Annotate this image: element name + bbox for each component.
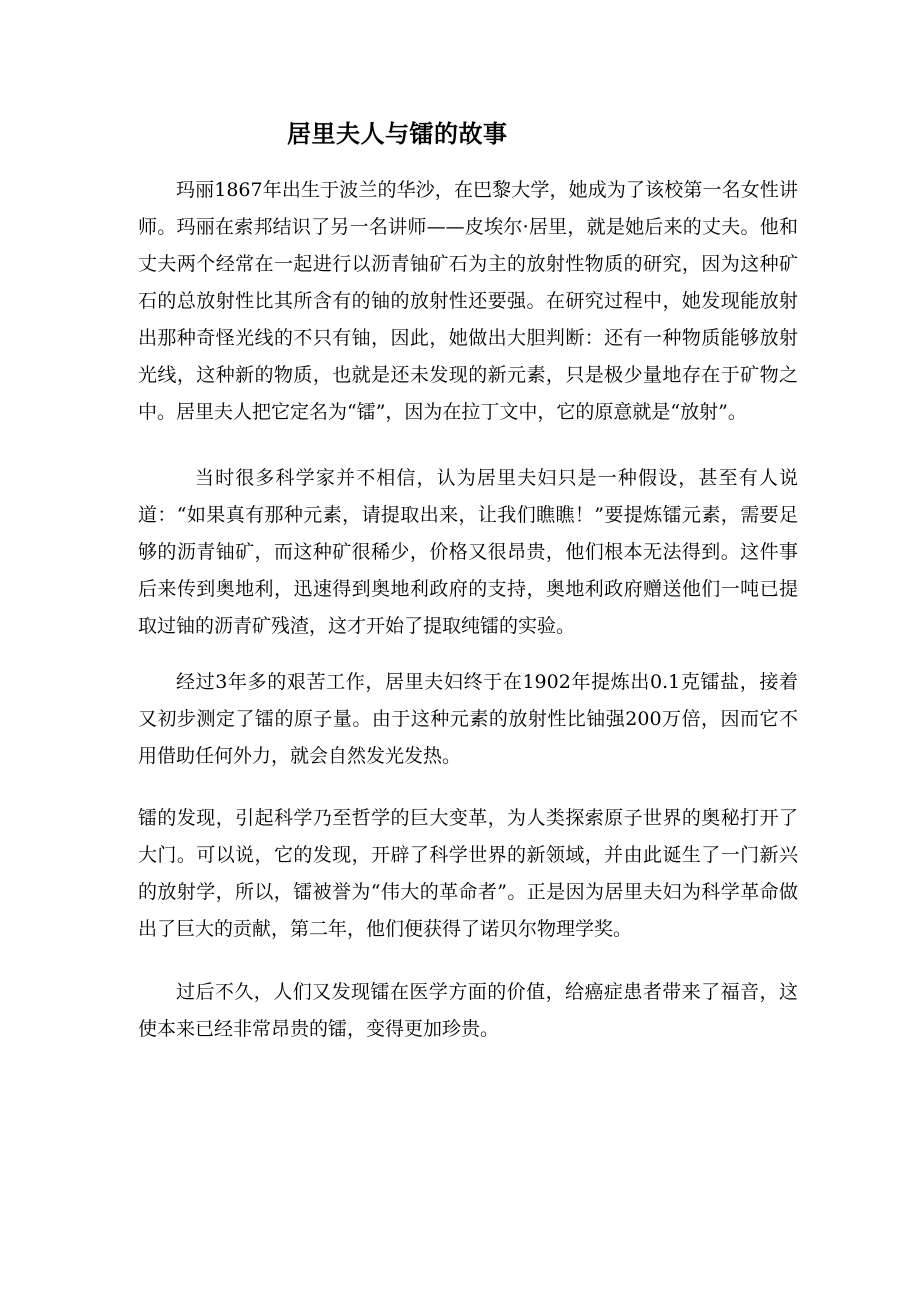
document-title: 居里夫人与镭的故事 [287, 120, 508, 148]
paragraph-3: 经过3年多的艰苦工作，居里夫妇终于在1902年提炼出0.1克镭盐，接着又初步测定了镭的原子量。由于这种元素的放射性比铀强200万倍，因而它不用借助任何外力，就会自然发光发热。 [138, 671, 798, 767]
paragraph-1: 玛丽1867年出生于波兰的华沙，在巴黎大学，她成为了该校第一名女性讲师。玛丽在索邦结识了另一名讲师——皮埃尔·居里，就是她后来的丈夫。他和丈夫两个经常在一起进行以沥青铀矿石为主的放射性物质的研究，因为这种矿石的总放射性比其所含有的铀的放射性还要强。在研究过程中，她发现能放射出那种奇怪光线的不只有铀，因此，她做出大胆判断：还有一种物质能够放射光线，这种新的物质，也就是还未发现的新元素，只是极少量地存在于矿物之中。居里夫人把它定名为“镭”，因为在拉丁文中，它的原意就是“放射”。 [138, 179, 798, 423]
paragraph-2: 当时很多科学家并不相信，认为居里夫妇只是一种假设，甚至有人说道：“如果真有那种元素，请提取出来，让我们瞧瞧！”要提炼镭元素，需要足够的沥青铀矿，而这种矿很稀少，价格又很昂贵，他们根本无法得到。这件事后来传到奥地利，迅速得到奥地利政府的支持，奥地利政府赠送他们一吨已提取过铀的沥青矿残渣，这才开始了提取纯镭的实验。 [138, 467, 798, 637]
paragraph-5: 过后不久，人们又发现镭在医学方面的价值，给癌症患者带来了福音，这使本来已经非常昂贵的镭，变得更加珍贵。 [138, 981, 798, 1040]
paragraph-4: 镭的发现，引起科学乃至哲学的巨大变革，为人类探索原子世界的奥秘打开了大门。可以说，它的发现，开辟了科学世界的新领域，并由此诞生了一门新兴的放射学，所以，镭被誉为“伟大的革命者”。正是因为居里夫妇为科学革命做出了巨大的贡献，第二年，他们便获得了诺贝尔物理学奖。 [138, 807, 798, 940]
